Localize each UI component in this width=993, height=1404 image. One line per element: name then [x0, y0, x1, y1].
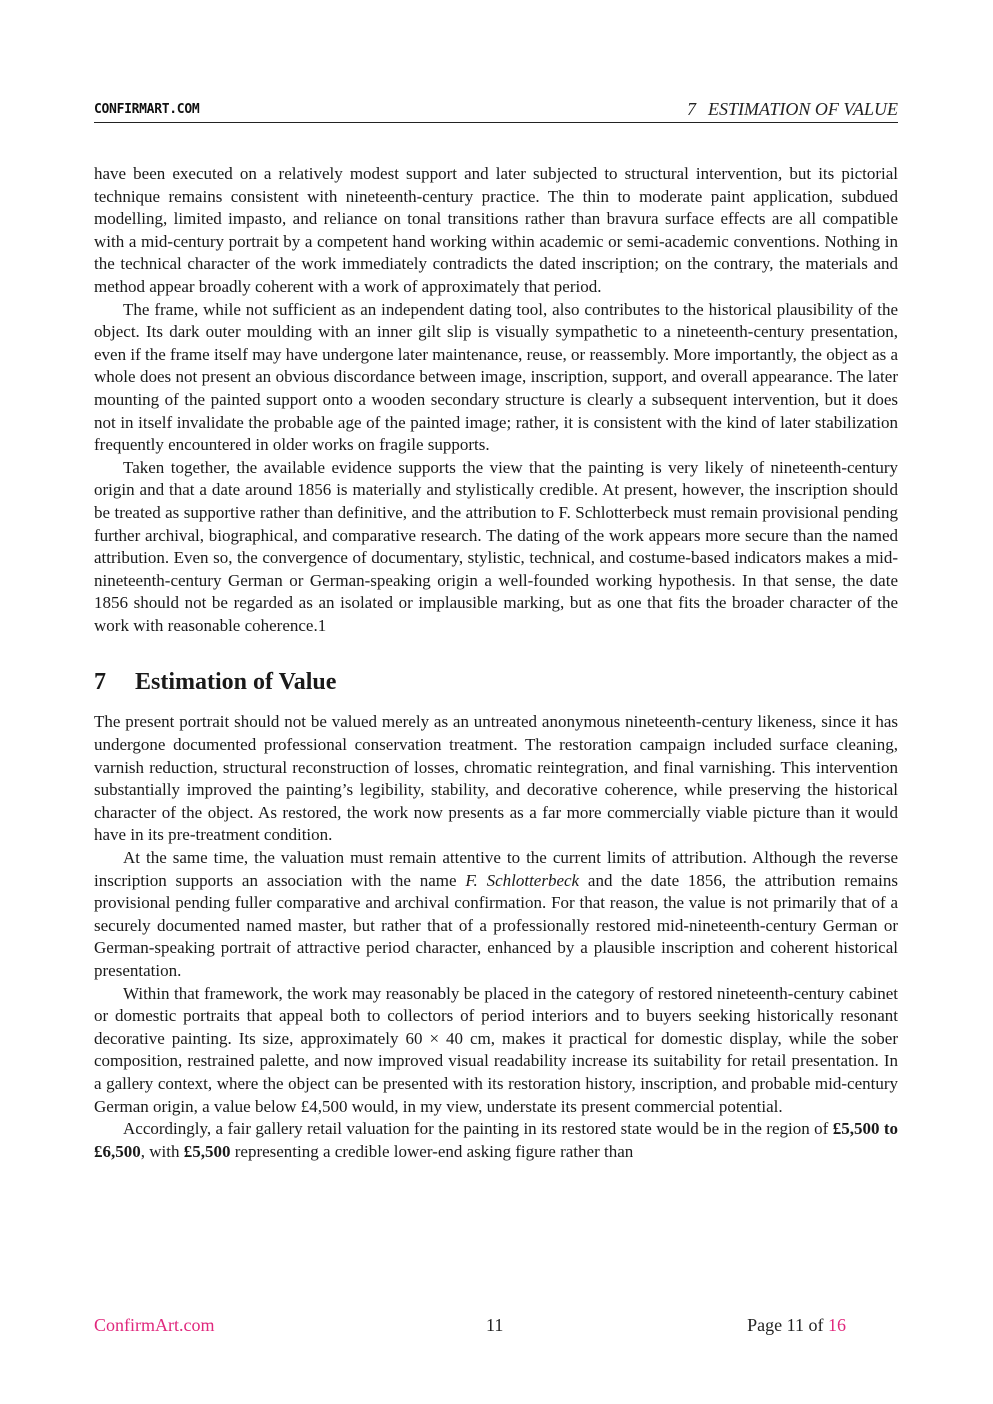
paragraph: Taken together, the available evidence supports the view that the painting is very likely of nineteenth-century origin and that a date around 1856 is materially and stylistically credible. At present, however, the inscription should be treated as supportive rather than definitive, and the attribution to F. Schlotterbeck must remain provisional pending further archival, biographical, and comparative research. The dating of the work appears more secure than the named attribution. Even so, the convergence of documentary, stylistic, technical, and costume-based indicators makes a mid-nineteenth-century German or German-speaking origin a well-founded working hypothesis. In that sense, the date 1856 should not be regarded as an isolated or implausible marking, but as one that fits the broader character of the work with reasonable coherence.1 [94, 457, 898, 635]
paragraph: The present portrait should not be valued merely as an untreated anonymous nineteenth-century likeness, since it has undergone documented professional conservation treatment. The restoration campaign included surface cleaning, varnish reduction, structural reconstruction of losses, chromatic reintegration, and final varnishing. This intervention substantially improved the painting’s legibility, stability, and decorative coherence, while preserving the historical character of the object. As restored, the work now presents as a far more commercially viable picture than it would have in its pre-treatment condition. [94, 712, 898, 845]
section-number: 7 [94, 669, 106, 696]
body-text [94, 163, 898, 1163]
text-run: , with [140, 1141, 184, 1161]
section-heading [94, 667, 898, 697]
valuation-low: £5,500 [183, 1141, 231, 1161]
page-footer [94, 1315, 898, 1339]
paragraph: have been executed on a relatively modest support and later subjected to structural intervention, but its pictorial technique remains consistent with nineteenth-century practice. The thin to moderate paint application, subdued modelling, limited impasto, and reliance on tonal transitions rather than bravura surface effects are all compatible with a mid-century portrait by a competent hand working within academic or semi-academic conventions. Nothing in the technical character of the work immediately contradicts the dated inscription; on the contrary, the materials and method appear broadly coherent with a work of approximately that period. [94, 164, 898, 296]
paragraph: The frame, while not sufficient as an independent dating tool, also contributes to the historical plausibility of the object. Its dark outer moulding with an inner gilt slip is visually sympathetic to a nineteenth-century presentation, even if the frame itself may have undergone later maintenance, reuse, or reassembly. More importantly, the object as a whole does not present an obvious discordance between image, inscription, support, and overall appearance. The later mounting of the painted support onto a wooden secondary structure is clearly a subsequent intervention, but it does not in itself invalidate the probable age of the painted image; rather, it is consistent with the kind of later stabilization frequently encountered in older works on fragile supports. [94, 299, 898, 455]
page-of-label: Page 11 of [747, 1315, 828, 1335]
footer-page-of [747, 1315, 846, 1336]
running-head [687, 99, 898, 120]
text-run: Accordingly, a fair gallery retail valuation for the painting in its restored state would be in the region of [123, 1119, 833, 1139]
site-logo: CONFIRMART.COM [94, 102, 200, 117]
paragraph [94, 847, 898, 983]
artist-name: F. Schlotterbeck [465, 870, 580, 890]
footer-page-number: 11 [486, 1315, 504, 1335]
paragraph: Within that framework, the work may reasonably be placed in the category of restored nineteenth-century cabinet or domestic portraits that appeal both to collectors of period interiors and to buyers seeking historically resonant decorative painting. Its size, approximately 60 × 40 cm, makes it practical for domestic display, while the sober composition, restrained palette, and now improved visual readability increase its suitability for retail presentation. In a gallery context, where the object can be presented with its restoration history, inscription, and probable mid-century German origin, a value below £4,500 would, in my view, understate its present commercial potential. [94, 983, 898, 1116]
text-run: representing a credible lower-end asking figure rather than [230, 1141, 634, 1161]
text-run: and the date 1856, the attribution remains provisional pending fuller comparative and archival confirmation. For that reason, the value is not primarily that of a securely documented named master, but rather that of a professionally restored mid-nineteenth-century German or German-speaking portrait of attractive period character, enhanced by a plausible inscription and coherent historical presentation. [94, 870, 898, 980]
page-total-link[interactable]: 16 [828, 1315, 846, 1335]
page-header [94, 98, 898, 123]
valuation-range: £5,500 to £6,500 [94, 1119, 898, 1161]
running-head-title: ESTIMATION OF VALUE [708, 99, 898, 119]
text-run: At the same time, the valuation must remain attentive to the current limits of attribution. Although the reverse inscription supports an association with the name [94, 848, 898, 890]
paragraph [94, 1118, 898, 1163]
footer-site-link[interactable]: ConfirmArt.com [94, 1315, 215, 1335]
section-heading-text: Estimation of Value [135, 669, 337, 696]
running-head-number: 7 [687, 99, 697, 119]
